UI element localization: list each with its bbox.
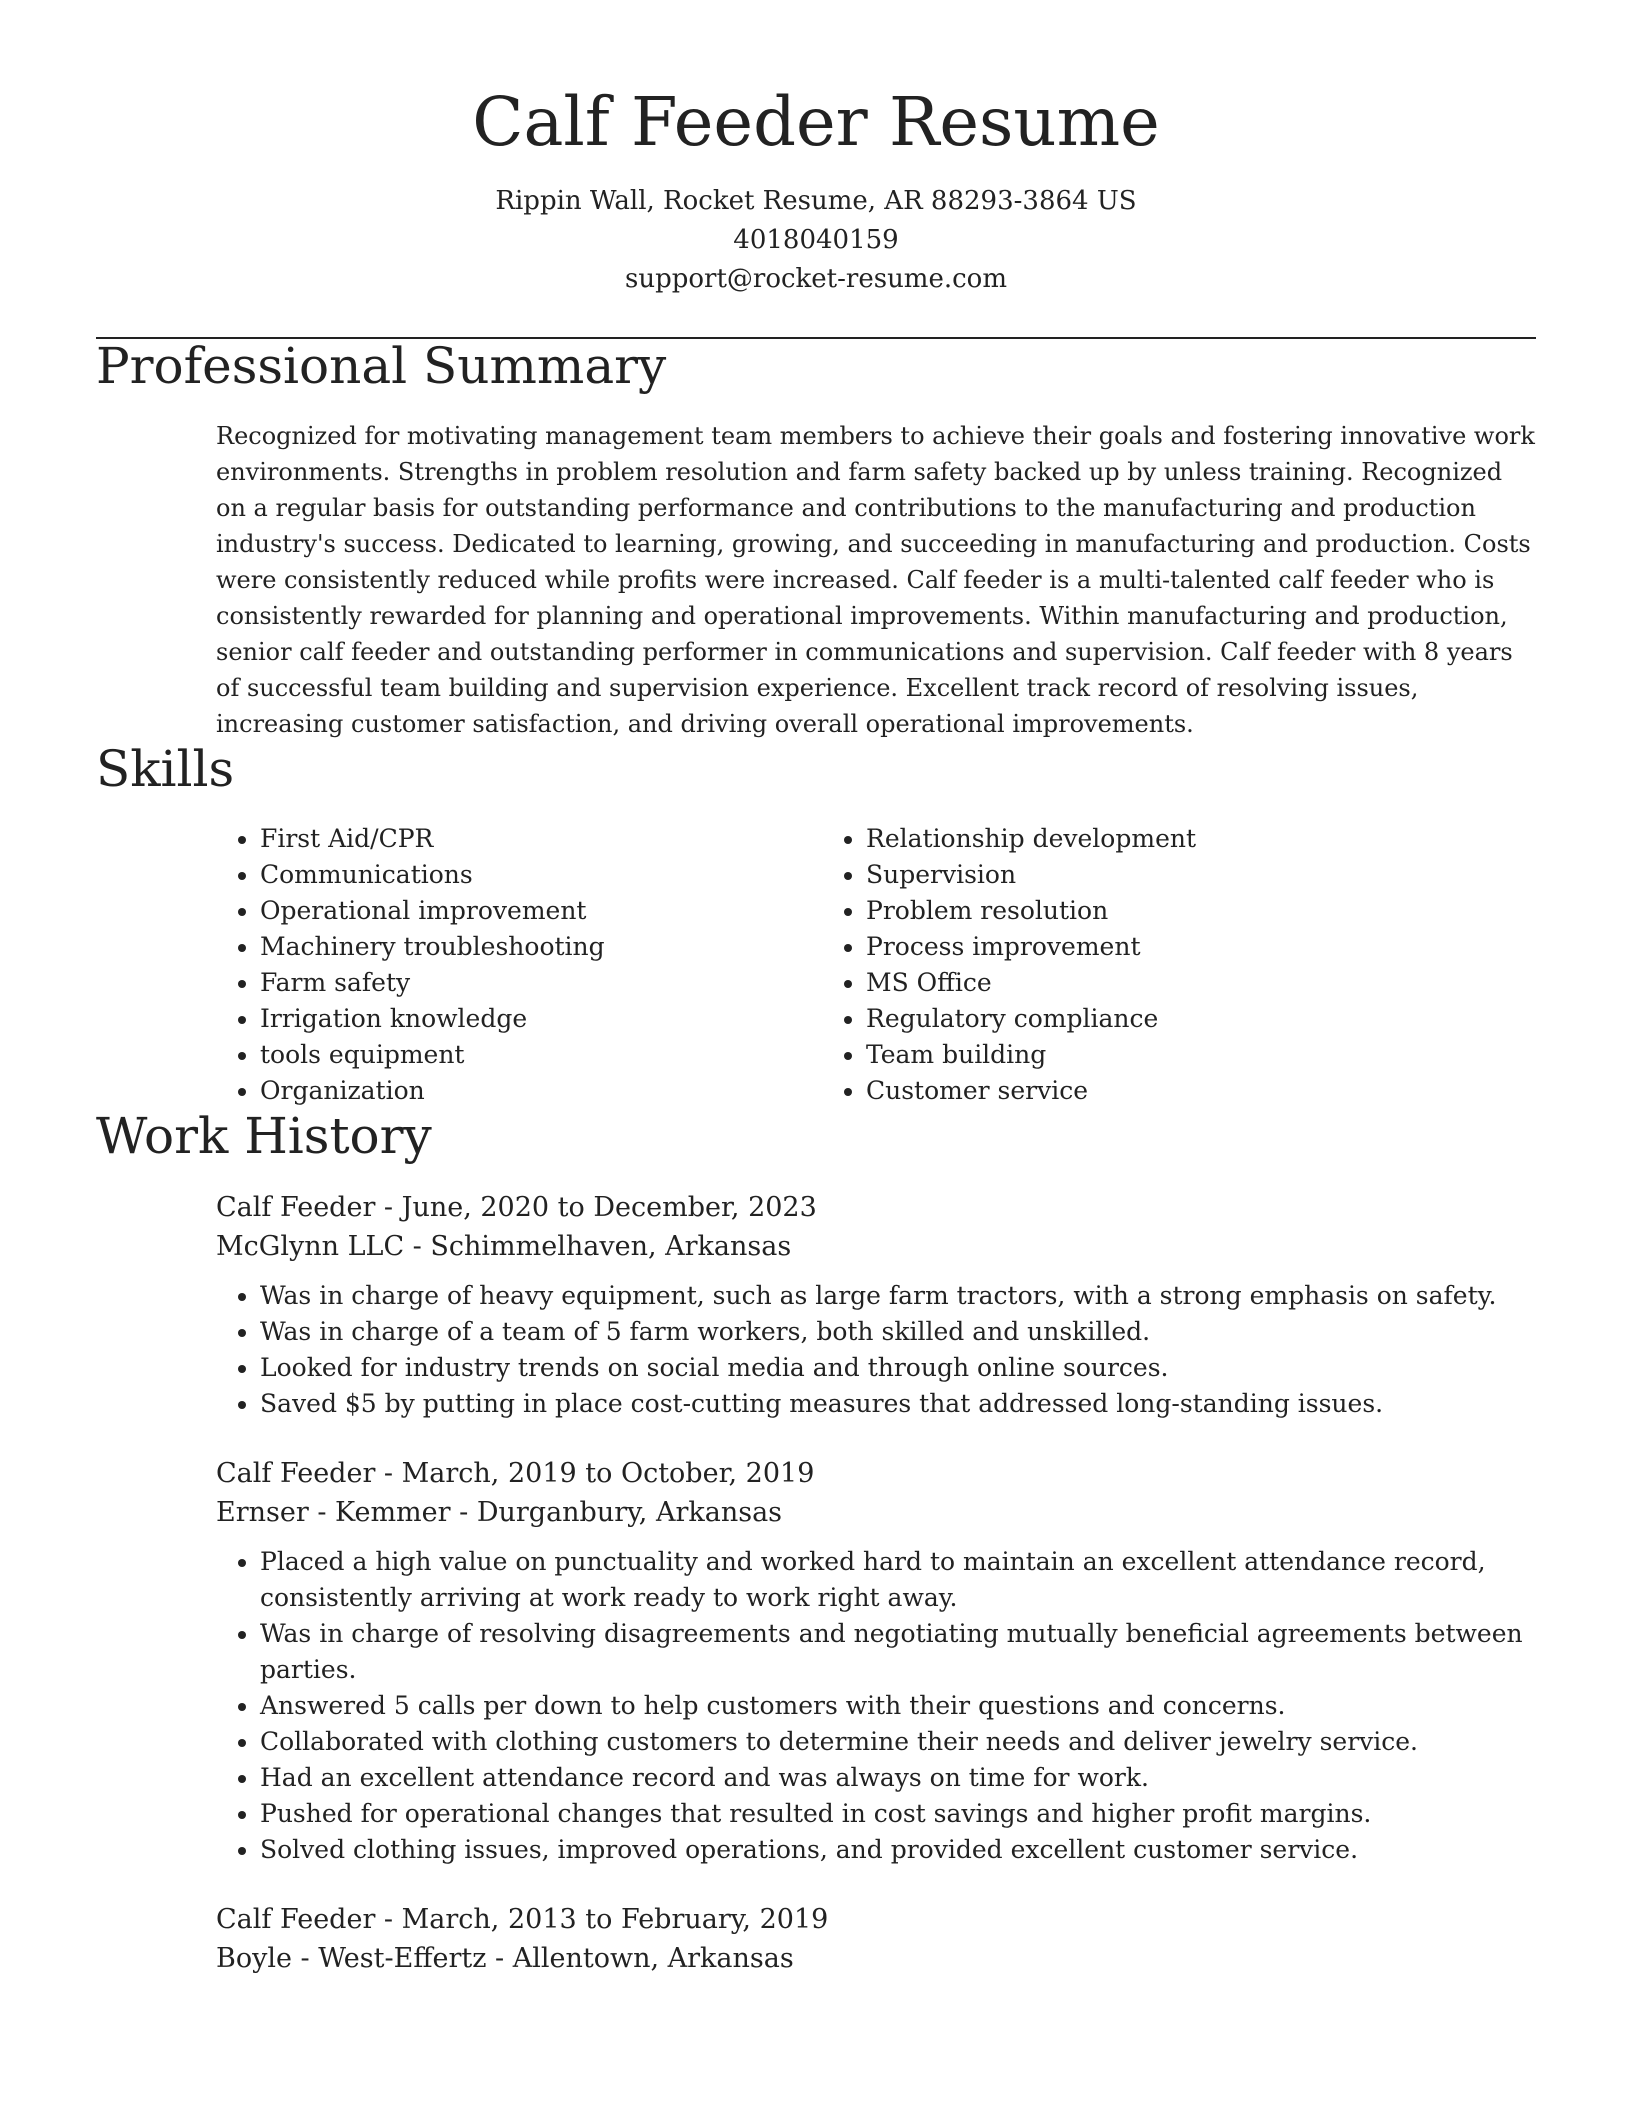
skill-item: • Regulatory compliance [866,1001,1428,1037]
duty-item: • Saved $5 by putting in place cost-cutting measures that addressed long-standing issues. [260,1386,1536,1422]
duty-item: • Looked for industry trends on social media and through online sources. [260,1350,1536,1386]
skills-column-right [822,821,1428,1109]
duty-item: • Was in charge of resolving disagreements and negotiating mutually beneficial agreements between parties. [260,1616,1536,1688]
job-entry [216,1454,1536,1868]
duty-item: • Was in charge of heavy equipment, such as large farm tractors, with a strong emphasis on safety. [260,1278,1536,1314]
skills-list [216,821,1536,1109]
resume-header [96,0,1536,299]
duty-item: • Placed a high value on punctuality and worked hard to maintain an excellent attendance record, consistently arriving at work ready to work right away. [260,1544,1536,1616]
job-title: Calf Feeder - June, 2020 to December, 2023 [216,1191,817,1223]
skill-item: • Farm safety [260,965,822,1001]
duty-item: • Was in charge of a team of 5 farm workers, both skilled and unskilled. [260,1314,1536,1350]
summary-text: Recognized for motivating management team members to achieve their goals and fostering innovative work environments. Strengths in problem resolution and farm safety backed up by unless training. Recognized on a regular basis for outstanding performance and contributions to the manufacturing and production industry's success. Dedicated to learning, growing, and succeeding in manufacturing and production. Costs were consistently reduced while profits were increased. Calf feeder is a multi-talented calf feeder who is consistently rewarded for planning and operational improvements. Within manufacturing and production, senior calf feeder and outstanding performer in communications and supervision. Calf feeder with 8 years of successful team building and supervision experience. Excellent track record of resolving issues, increasing customer satisfaction, and driving overall operational improvements. [216,421,1535,738]
skill-item: • Relationship development [866,821,1428,857]
job-title: Calf Feeder - March, 2019 to October, 2019 [216,1457,815,1489]
summary-heading: Professional Summary [96,336,667,395]
skill-item: • Irrigation knowledge [260,1001,822,1037]
skill-item: • Process improvement [866,929,1428,965]
skill-item: • Organization [260,1073,822,1109]
skill-item: • Machinery troubleshooting [260,929,822,965]
job-entry [216,1900,1536,1978]
skill-item: • tools equipment [260,1037,822,1073]
work-history-heading: Work History [96,1106,432,1165]
contact-phone: 4018040159 [733,224,899,255]
skill-item: • Supervision [866,857,1428,893]
skills-column-left [216,821,822,1109]
duty-item: • Had an excellent attendance record and was always on time for work. [260,1760,1536,1796]
skill-item: • Customer service [866,1073,1428,1109]
duty-item: • Solved clothing issues, improved operations, and provided excellent customer service. [260,1832,1536,1868]
skill-item: • Team building [866,1037,1428,1073]
duty-item: • Collaborated with clothing customers to determine their needs and deliver jewelry service. [260,1724,1536,1760]
job-company: Ernser - Kemmer - Durganbury, Arkansas [216,1496,783,1528]
contact-email: support@rocket-resume.com [624,263,1007,294]
job-duties [216,1278,1536,1422]
job-title: Calf Feeder - March, 2013 to February, 2019 [216,1903,829,1935]
contact-address: Rippin Wall, Rocket Resume, AR 88293-3864 US [495,185,1137,216]
job-entry [216,1188,1536,1422]
resume-title: Calf Feeder Resume [472,83,1160,161]
skill-item: • Problem resolution [866,893,1428,929]
skill-item: • Operational improvement [260,893,822,929]
skills-heading: Skills [96,739,235,798]
skill-item: • MS Office [866,965,1428,1001]
skill-item: • Communications [260,857,822,893]
job-company: McGlynn LLC - Schimmelhaven, Arkansas [216,1230,792,1262]
duty-item: • Pushed for operational changes that resulted in cost savings and higher profit margins. [260,1796,1536,1832]
duty-item: • Answered 5 calls per down to help customers with their questions and concerns. [260,1688,1536,1724]
skill-item: • First Aid/CPR [260,821,822,857]
job-company: Boyle - West-Effertz - Allentown, Arkansas [216,1942,794,1974]
job-duties [216,1544,1536,1868]
